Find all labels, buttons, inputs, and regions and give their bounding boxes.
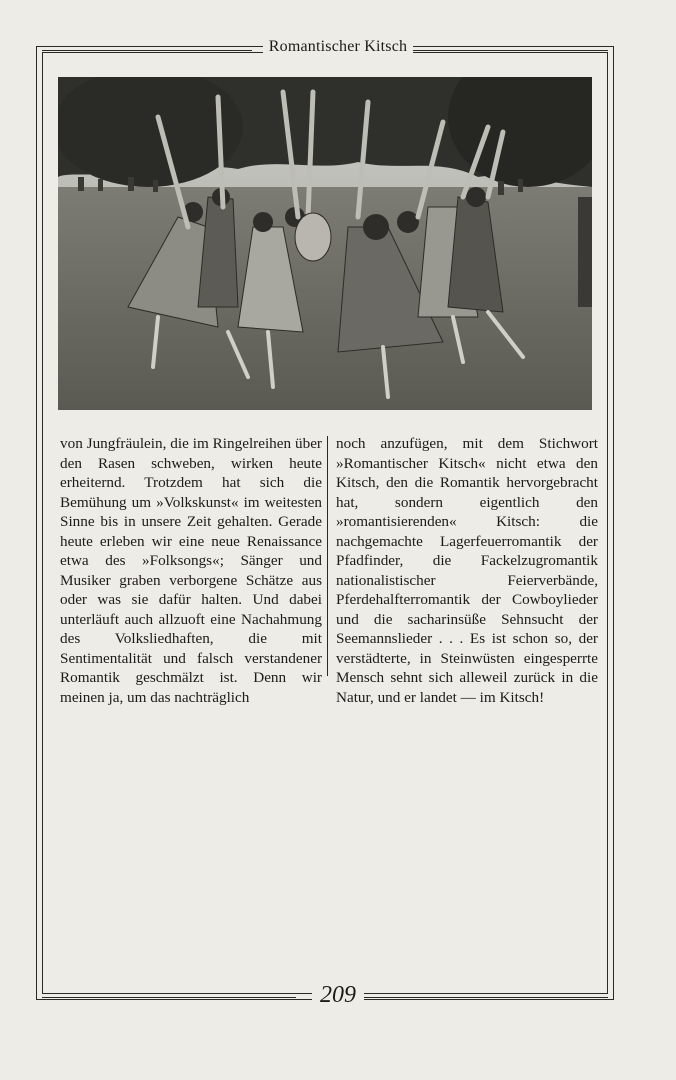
body-text-left-column: von Jungfräulein, die im Ringelreihen über den Rasen schweben, wirken heute erheiternd. Trotzdem hat sich die Bemühung um »Volkskunst« im weitesten Sinne bis in unsere Zeit gehalten. Gerade heute erleben wir eine neue Renaissance etwa des »Folksongs«; Sänger und Musiker graben verborgene Schätze aus oder was sie dafür halten. Und dabei unterläuft auch allzuoft eine Nachahmung des Volksliedhaften, die mit Sentimentalität und falsch verstandener Romantik geschmälzt ist. Denn wir meinen ja, um das nachträglich — [60, 435, 322, 706]
folk-dance-photo — [58, 77, 592, 410]
page-number — [0, 982, 676, 1009]
column-divider — [327, 436, 328, 676]
running-title — [0, 38, 676, 56]
page-number-text: 209 — [312, 982, 364, 1008]
running-title-text: Romantischer Kitsch — [263, 38, 413, 55]
body-text-right-column: noch anzufügen, mit dem Stichwort »Romantischer Kitsch« nicht etwa den Kitsch, den die Romantik hervorgebracht hat, sondern eigentlich den »romantisierenden« Kitsch: die nachgemachte Lagerfeuerromantik der Pfadfinder, die Fackelzugromantik nationalistischer Feierverbände, Pferdehalfterromantik der Cowboylieder und die sacharinsüße Sehnsucht der Seemannslieder . . . Es ist schon so, der verstädterte, in Steinwüsten eingesperrte Mensch sehnt sich alleweil zurück in die Natur, und er landet — im Kitsch! — [336, 435, 598, 706]
